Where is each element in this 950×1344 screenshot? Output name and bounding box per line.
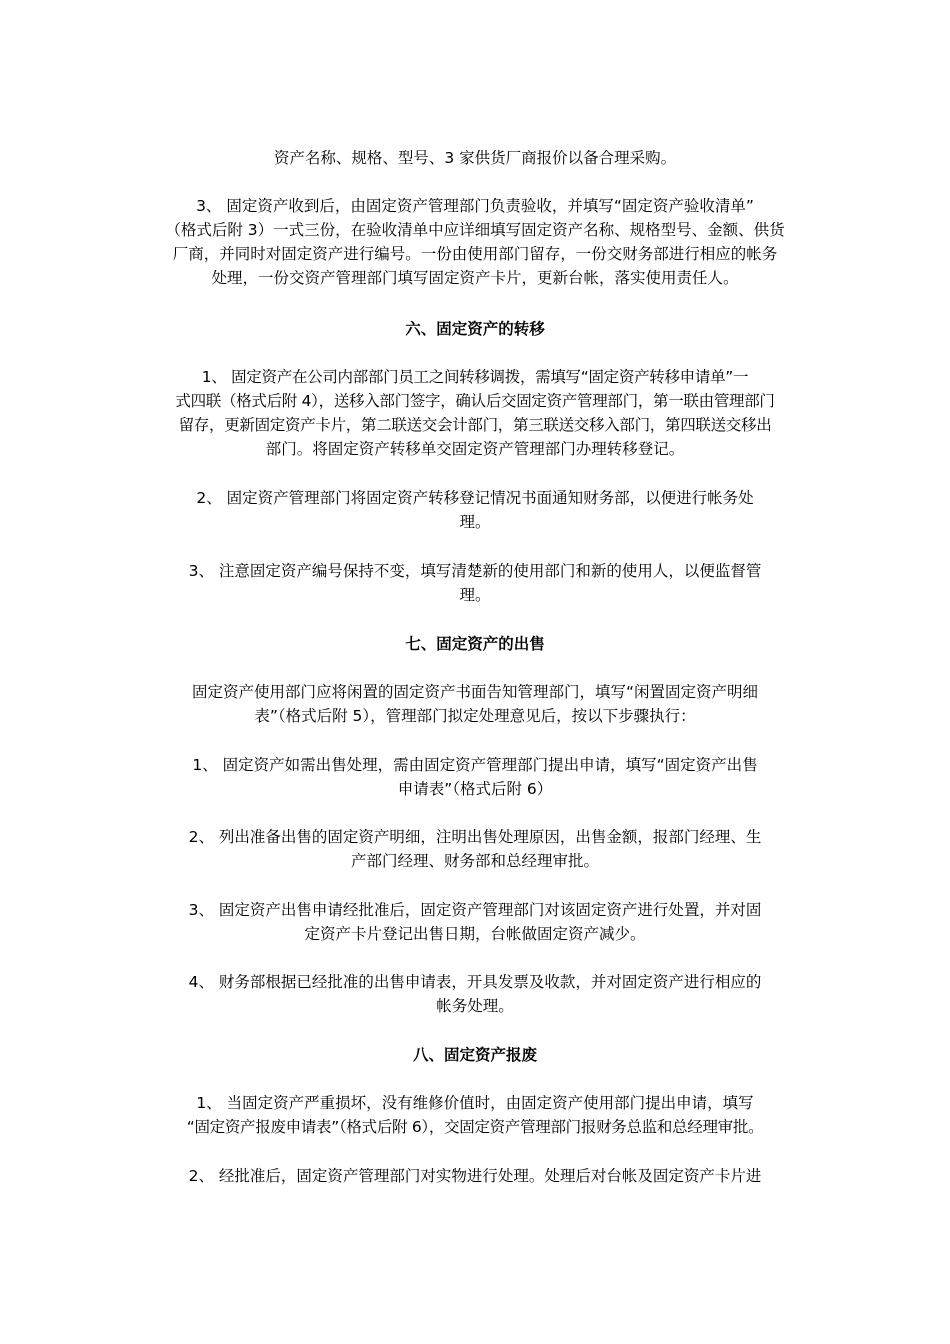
- text-line: 3、 固定资产收到后，由固定资产管理部门负责验收，并填写“固定资产验收清单”: [196, 197, 754, 215]
- text-line: 资产名称、规格、型号、3 家供货厂商报价以备合理采购。: [273, 149, 677, 167]
- section-heading: 八、固定资产报废: [412, 1046, 537, 1064]
- text-line: 1、 固定资产在公司内部部门员工之间转移调拨，需填写“固定资产转移申请单”一: [201, 368, 749, 386]
- section-heading: 六、固定资产的转移: [405, 320, 545, 338]
- text-line: 2、 经批准后，固定资产管理部门对实物进行处理。处理后对台帐及固定资产卡片进: [188, 1167, 762, 1185]
- text-line: 3、 固定资产出售申请经批准后，固定资产管理部门对该固定资产进行处置，并对固: [188, 901, 762, 919]
- text-line: 处理，一份交资产管理部门填写固定资产卡片，更新台帐，落实使用责任人。: [211, 269, 739, 287]
- text-line: 1、 当固定资产严重损坏，没有维修价值时，由固定资产使用部门提出申请，填写: [196, 1094, 754, 1112]
- text-line: 3、 注意固定资产编号保持不变，填写清楚新的使用部门和新的使用人，以便监督管: [188, 562, 762, 580]
- text-line: 留存，更新固定资产卡片，第二联送交会计部门，第三联送交移入部门，第四联送交移出: [178, 416, 772, 434]
- text-line: 产部门经理、财务部和总经理审批。: [350, 852, 599, 870]
- text-line: 理。: [459, 513, 491, 531]
- text-line: 1、 固定资产如需出售处理，需由固定资产管理部门提出申请，填写“固定资产出售: [192, 756, 758, 774]
- text-line: 定资产卡片登记出售日期，台帐做固定资产减少。: [304, 925, 646, 943]
- text-line: 2、 固定资产管理部门将固定资产转移登记情况书面通知财务部，以便进行帐务处: [196, 489, 754, 507]
- text-line: 部门。将固定资产转移单交固定资产管理部门办理转移登记。: [265, 440, 685, 458]
- text-line: 2、 列出准备出售的固定资产明细，注明出售处理原因，出售金额，报部门经理、生: [188, 828, 762, 846]
- text-line: “固定资产报废申请表”（格式后附 6），交固定资产管理部门报财务总监和总经理审批。: [186, 1118, 764, 1136]
- text-line: 固定资产使用部门应将闲置的固定资产书面告知管理部门，填写“闲置固定资产明细: [191, 683, 759, 701]
- text-line: 4、 财务部根据已经批准的出售申请表，开具发票及收款，并对固定资产进行相应的: [188, 973, 762, 991]
- text-line: 表”（格式后附 5），管理部门拟定处理意见后，按以下步骤执行：: [254, 707, 696, 725]
- text-line: （格式后附 3）一式三份，在验收清单中应详细填写固定资产名称、规格型号、金额、供货: [165, 221, 785, 239]
- text-line: 厂商，并同时对固定资产进行编号。一份由使用部门留存，一份交财务部进行相应的帐务: [172, 245, 778, 263]
- text-line: 式四联（格式后附 4），送移入部门签字，确认后交固定资产管理部门，第一联由管理部门: [175, 392, 775, 410]
- text-line: 申请表”（格式后附 6）: [397, 780, 553, 798]
- section-heading: 七、固定资产的出售: [405, 635, 545, 653]
- text-line: 帐务处理。: [436, 997, 514, 1015]
- text-line: 理。: [459, 586, 491, 604]
